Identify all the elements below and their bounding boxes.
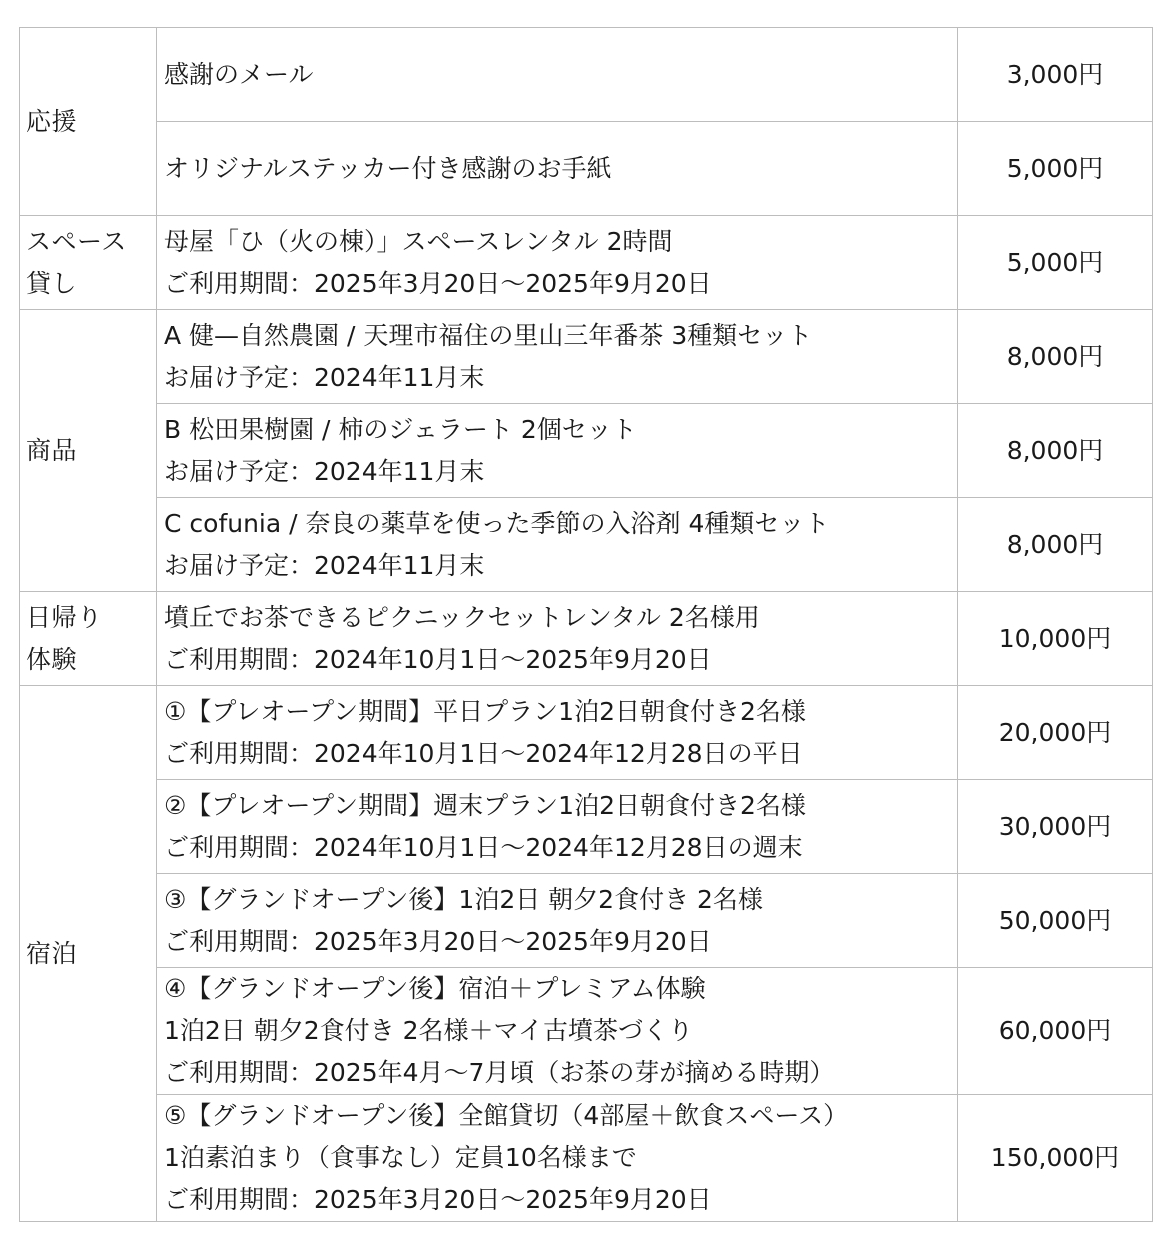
price-cell: 50,000円	[958, 874, 1153, 968]
price-cell: 5,000円	[958, 122, 1153, 216]
table-row	[20, 216, 1153, 310]
price-cell: 8,000円	[958, 498, 1153, 592]
description-cell	[157, 686, 958, 780]
description-line: ④【グランドオープン後】宿泊＋プレミアム体験	[164, 974, 706, 1003]
category-label: 宿泊	[26, 938, 78, 968]
description-cell	[157, 216, 958, 310]
description-cell	[157, 780, 958, 874]
description-cell	[157, 498, 958, 592]
category-label: 商品	[26, 435, 78, 465]
description-cell	[157, 310, 958, 404]
category-cell-space	[20, 216, 157, 310]
table-row	[20, 592, 1153, 686]
description-line: ご利用期間：2025年3月20日〜2025年9月20日	[164, 1185, 712, 1214]
description-line: 1泊素泊まり（食事なし）定員10名様まで	[164, 1143, 637, 1172]
category-label: 応援	[26, 106, 78, 136]
description-cell	[157, 592, 958, 686]
description-cell	[157, 968, 958, 1095]
table-row	[20, 310, 1153, 404]
description-cell	[157, 28, 958, 122]
table-row	[20, 874, 1153, 968]
category-cell-daytrip	[20, 592, 157, 686]
description-line: 感謝のメール	[164, 59, 314, 89]
category-cell-stay	[20, 686, 157, 1222]
category-label: 日帰り	[26, 602, 103, 632]
description-line: ③【グランドオープン後】1泊2日 朝夕2食付き 2名様	[164, 884, 763, 914]
description-cell	[157, 404, 958, 498]
category-cell-support	[20, 28, 157, 216]
price-cell: 3,000円	[958, 28, 1153, 122]
description-line: ②【プレオープン期間】週末プラン1泊2日朝食付き2名様	[164, 790, 806, 820]
price-cell: 8,000円	[958, 310, 1153, 404]
table-row	[20, 498, 1153, 592]
table-row	[20, 1095, 1153, 1222]
description-line: 1泊2日 朝夕2食付き 2名様＋マイ古墳茶づくり	[164, 1016, 694, 1045]
description-line: ご利用期間：2024年10月1日〜2024年12月28日の週末	[164, 832, 803, 862]
description-line: ご利用期間：2025年3月20日〜2025年9月20日	[164, 926, 712, 956]
description-line: 墳丘でお茶できるピクニックセットレンタル 2名様用	[164, 602, 760, 632]
description-line: A 健—自然農園 / 天理市福住の里山三年番茶 3種類セット	[164, 320, 813, 350]
rewards-table	[19, 27, 1153, 1222]
category-cell-goods	[20, 310, 157, 592]
description-line: ご利用期間：2025年3月20日〜2025年9月20日	[164, 268, 712, 298]
description-line: お届け予定：2024年11月末	[164, 550, 485, 580]
table-row	[20, 28, 1153, 122]
price-cell: 10,000円	[958, 592, 1153, 686]
price-cell: 5,000円	[958, 216, 1153, 310]
description-line: ご利用期間：2024年10月1日〜2025年9月20日	[164, 644, 712, 674]
price-cell: 60,000円	[958, 968, 1153, 1095]
category-label: 貸し	[26, 268, 78, 298]
table-row	[20, 780, 1153, 874]
description-line: ①【プレオープン期間】平日プラン1泊2日朝食付き2名様	[164, 696, 806, 726]
description-line: B 松田果樹園 / 柿のジェラート 2個セット	[164, 414, 637, 444]
description-line: C cofunia / 奈良の薬草を使った季節の入浴剤 4種類セット	[164, 508, 830, 538]
price-cell: 150,000円	[958, 1095, 1153, 1222]
table-row	[20, 404, 1153, 498]
description-line: ご利用期間：2024年10月1日〜2024年12月28日の平日	[164, 738, 803, 768]
description-cell	[157, 874, 958, 968]
table-row	[20, 122, 1153, 216]
price-cell: 8,000円	[958, 404, 1153, 498]
description-line: お届け予定：2024年11月末	[164, 456, 485, 486]
description-cell	[157, 122, 958, 216]
description-line: ご利用期間：2025年4月〜7月頃（お茶の芽が摘める時期）	[164, 1058, 835, 1087]
category-label: 体験	[26, 644, 78, 674]
description-line: ⑤【グランドオープン後】全館貸切（4部屋＋飲食スペース）	[164, 1101, 849, 1130]
description-line: お届け予定：2024年11月末	[164, 362, 485, 392]
table-row	[20, 968, 1153, 1095]
price-cell: 20,000円	[958, 686, 1153, 780]
description-cell	[157, 1095, 958, 1222]
table-row	[20, 686, 1153, 780]
description-line: 母屋「ひ（火の棟）」スペースレンタル 2時間	[164, 226, 673, 256]
description-line: オリジナルステッカー付き感謝のお手紙	[164, 153, 612, 183]
price-cell: 30,000円	[958, 780, 1153, 874]
category-label: スペース	[26, 226, 127, 256]
